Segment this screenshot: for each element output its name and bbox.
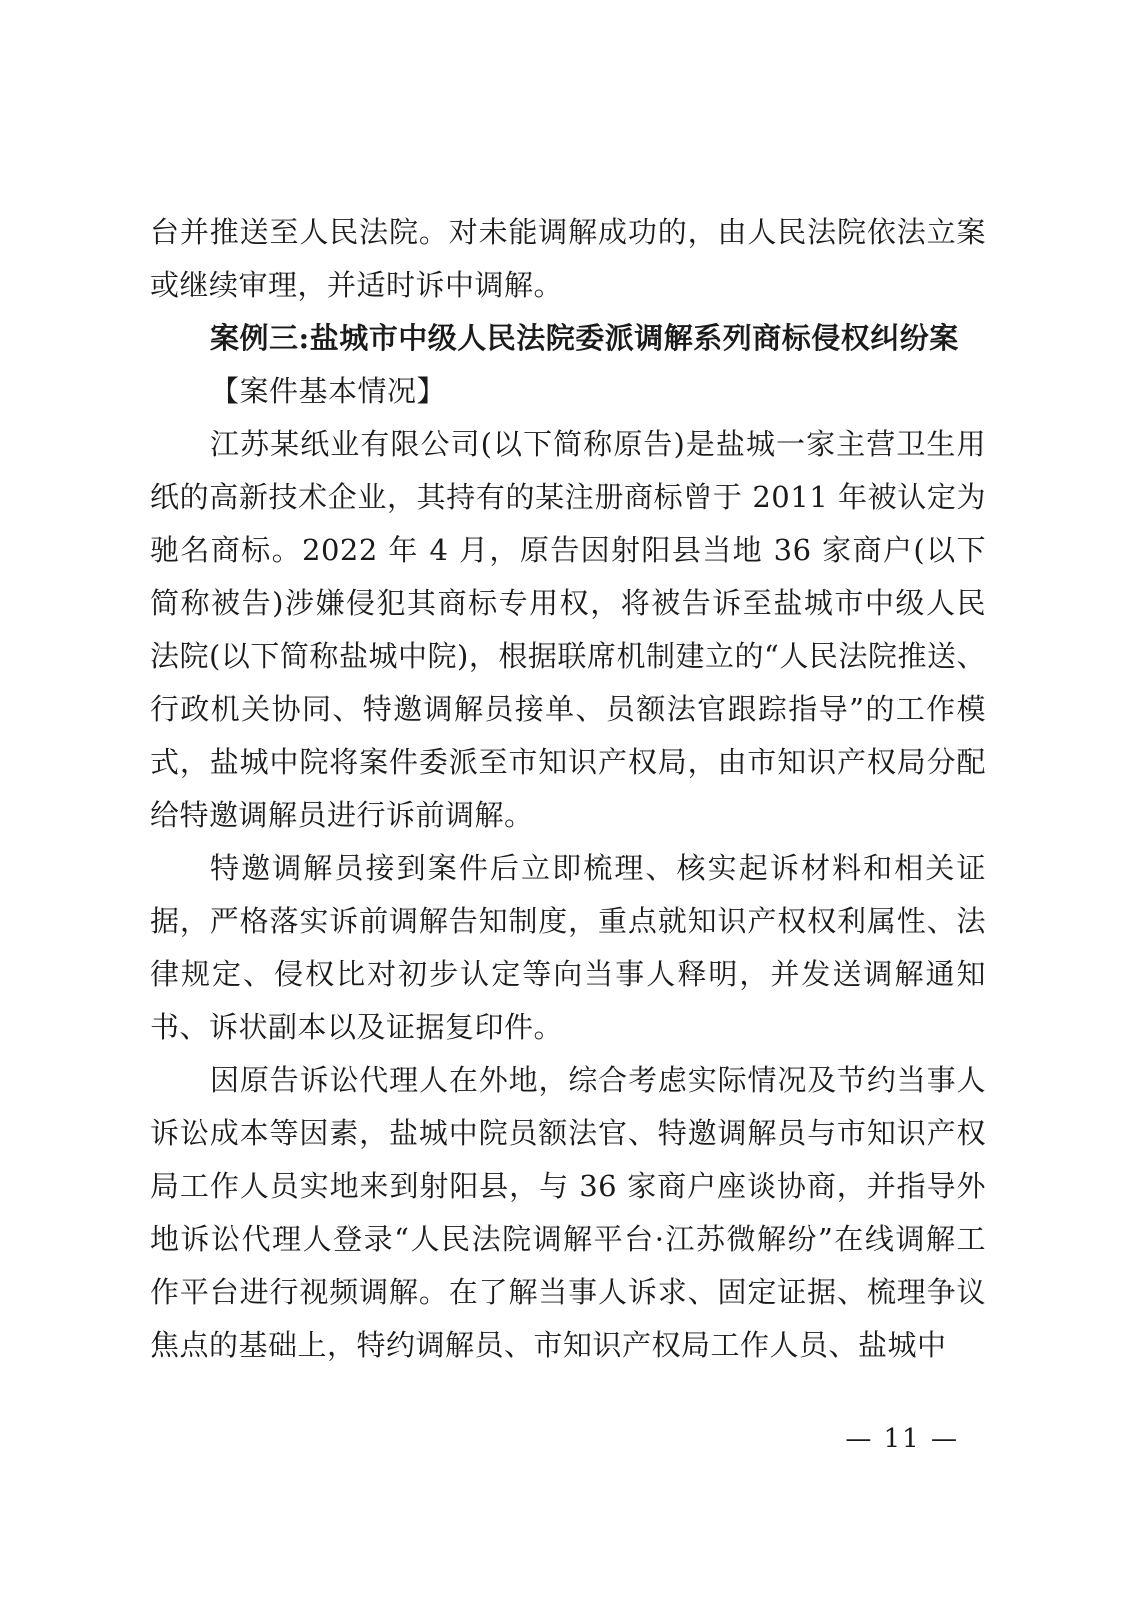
body-paragraph: 江苏某纸业有限公司(以下简称原告)是盐城一家主营卫生用纸的高新技术企业，其持有的某注册商标曾于 2011 年被认定为驰名商标。2022 年 4 月，原告因射阳县当地 36 家商户(以下简称被告)涉嫌侵犯其商标专用权，将被告诉至盐城市中级人民法院(以下简称盐城中院)，根据联席机制建立的“人民法院推送、行政机关协同、特邀调解员接单、员额法官跟踪指导”的工作模式，盐城中院将案件委派至市知识产权局，由市知识产权局分配给特邀调解员进行诉前调解。 [150,427,986,832]
body-paragraph: 特邀调解员接到案件后立即梳理、核实起诉材料和相关证据，严格落实诉前调解告知制度，重点就知识产权权利属性、法律规定、侵权比对初步认定等向当事人释明，并发送调解通知书、诉状副本以及证据复印件。 [150,851,986,1044]
page-number: — 11 — [845,1424,959,1454]
document-body [150,206,986,1372]
section-label: 【案件基本情况】 [210,374,447,408]
continuation-paragraph: 台并推送至人民法院。对未能调解成功的，由人民法院依法立案或继续审理，并适时诉中调解。 [150,215,986,302]
body-paragraph: 因原告诉讼代理人在外地，综合考虑实际情况及节约当事人诉讼成本等因素，盐城中院员额法官、特邀调解员与市知识产权局工作人员实地来到射阳县，与 36 家商户座谈协商，并指导外地诉讼代理人登录“人民法院调解平台·江苏微解纷”在线调解工作平台进行视频调解。在了解当事人诉求、固定证据、梳理争议焦点的基础上，特约调解员、市知识产权局工作人员、盐城中 [150,1063,986,1362]
case-title: 案例三:盐城市中级人民法院委派调解系列商标侵权纠纷案 [210,321,959,355]
